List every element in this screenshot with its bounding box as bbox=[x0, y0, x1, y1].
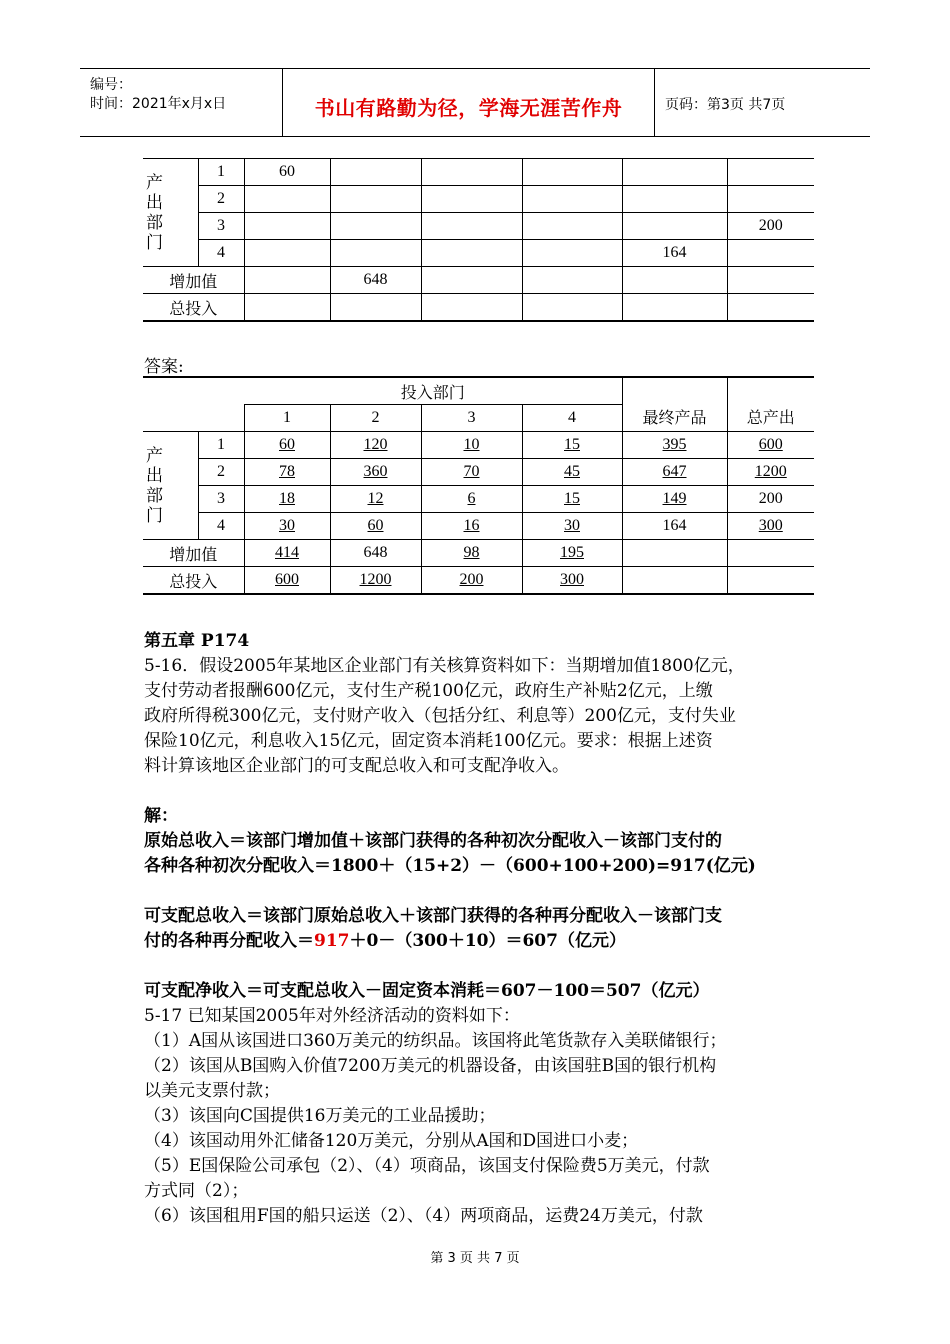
table-cell bbox=[421, 213, 522, 240]
table-cell: 6 bbox=[421, 486, 522, 513]
table-cell bbox=[244, 186, 330, 213]
page-header bbox=[80, 68, 870, 137]
total-input-label: 总投入 bbox=[143, 294, 244, 322]
table-cell bbox=[330, 213, 421, 240]
table-cell bbox=[244, 267, 330, 294]
number-label: 编号： bbox=[90, 77, 132, 93]
table-cell bbox=[622, 294, 727, 322]
table-cell: 1200 bbox=[330, 567, 421, 595]
solution-text: ＋0－（300＋10）＝607（亿元） bbox=[349, 931, 626, 951]
table-cell bbox=[727, 240, 814, 267]
table-cell bbox=[330, 186, 421, 213]
table-cell: 414 bbox=[244, 540, 330, 567]
table-cell: 200 bbox=[727, 486, 814, 513]
table-cell: 15 bbox=[522, 432, 622, 459]
row-label: 1 bbox=[198, 159, 244, 186]
question-517-line: （5）E国保险公司承包（2）、（4）项商品，该国支付保险费5万美元，付款 bbox=[144, 1156, 710, 1176]
total-output-header: 总产出 bbox=[727, 377, 814, 432]
table-cell: 10 bbox=[421, 432, 522, 459]
table-cell bbox=[622, 213, 727, 240]
question-517-line: （3）该国向C国提供16万美元的工业品援助； bbox=[144, 1106, 496, 1126]
table-cell: 648 bbox=[330, 540, 421, 567]
total-input-label: 总投入 bbox=[143, 567, 244, 595]
col-header: 1 bbox=[244, 405, 330, 432]
table-cell: 30 bbox=[522, 513, 622, 540]
table-cell bbox=[727, 540, 814, 567]
final-product-header: 最终产品 bbox=[622, 377, 727, 432]
highlight-value: 917 bbox=[314, 931, 350, 951]
table-cell bbox=[622, 567, 727, 595]
table-cell: 15 bbox=[522, 486, 622, 513]
table-cell bbox=[421, 240, 522, 267]
table-cell bbox=[622, 540, 727, 567]
solution-text: 付的各种再分配收入＝ bbox=[144, 931, 314, 951]
table-cell bbox=[522, 240, 622, 267]
col-header: 4 bbox=[522, 405, 622, 432]
solution-label: 解： bbox=[144, 806, 178, 826]
table-cell bbox=[727, 159, 814, 186]
table-cell: 120 bbox=[330, 432, 421, 459]
table-cell: 200 bbox=[421, 567, 522, 595]
table-cell bbox=[244, 294, 330, 322]
table-cell bbox=[330, 294, 421, 322]
table-cell: 300 bbox=[727, 513, 814, 540]
table-cell: 395 bbox=[622, 432, 727, 459]
table-cell: 647 bbox=[622, 459, 727, 486]
date-label: 时间：2021年x月x日 bbox=[90, 96, 227, 112]
header-meta bbox=[80, 69, 283, 136]
row-label: 3 bbox=[198, 486, 244, 513]
row-group-label: 产 出 部 门 bbox=[143, 159, 198, 267]
answer-io-table bbox=[143, 376, 814, 595]
solution-line: 可支配净收入＝可支配总收入－固定资本消耗＝607－100＝507（亿元） bbox=[144, 981, 710, 1001]
input-dept-header: 投入部门 bbox=[400, 384, 465, 402]
table-cell bbox=[421, 267, 522, 294]
table-cell bbox=[522, 267, 622, 294]
answer-label: 答案: bbox=[144, 357, 184, 377]
table-cell: 60 bbox=[330, 513, 421, 540]
table-cell: 16 bbox=[421, 513, 522, 540]
table-cell: 195 bbox=[522, 540, 622, 567]
row-label: 3 bbox=[198, 213, 244, 240]
table-cell bbox=[622, 159, 727, 186]
table-cell bbox=[727, 186, 814, 213]
table-cell bbox=[330, 240, 421, 267]
table-cell bbox=[330, 159, 421, 186]
table-cell bbox=[244, 213, 330, 240]
table-cell: 18 bbox=[244, 486, 330, 513]
question-516-line: 支付劳动者报酬600亿元，支付生产税100亿元，政府生产补贴2亿元，上缴 bbox=[144, 681, 713, 701]
table-cell: 12 bbox=[330, 486, 421, 513]
question-517-line: （1）A国从该国进口360万美元的纺织品。该国将此笔货款存入美联储银行； bbox=[144, 1031, 727, 1051]
table-cell bbox=[727, 567, 814, 595]
question-516-line: 5-16．假设2005年某地区企业部门有关核算资料如下：当期增加值1800亿元， bbox=[144, 656, 745, 676]
table-cell bbox=[522, 186, 622, 213]
table-cell: 30 bbox=[244, 513, 330, 540]
table-cell bbox=[421, 294, 522, 322]
row-label: 2 bbox=[198, 459, 244, 486]
table-cell: 648 bbox=[330, 267, 421, 294]
solution-line: 可支配总收入＝该部门原始总收入＋该部门获得的各种再分配收入－该部门支 bbox=[144, 906, 722, 926]
table-cell: 45 bbox=[522, 459, 622, 486]
table-cell: 78 bbox=[244, 459, 330, 486]
table-cell bbox=[244, 240, 330, 267]
row-label: 2 bbox=[198, 186, 244, 213]
table-cell bbox=[421, 186, 522, 213]
header-page-label: 页码：第3页 共7页 bbox=[665, 97, 786, 113]
table-cell bbox=[421, 159, 522, 186]
question-516-line: 保险10亿元，利息收入15亿元，固定资本消耗100亿元。要求：根据上述资 bbox=[144, 731, 713, 751]
col-header: 3 bbox=[421, 405, 522, 432]
table-cell bbox=[727, 267, 814, 294]
question-517-line: 5-17 已知某国2005年对外经济活动的资料如下： bbox=[144, 1006, 520, 1026]
question-io-table bbox=[143, 158, 814, 322]
value-added-label: 增加值 bbox=[143, 267, 244, 294]
table-cell bbox=[727, 294, 814, 322]
table-cell: 60 bbox=[244, 159, 330, 186]
table-cell bbox=[522, 294, 622, 322]
value-added-label: 增加值 bbox=[143, 540, 244, 567]
question-516-line: 政府所得税300亿元，支付财产收入（包括分红、利息等）200亿元，支付失业 bbox=[144, 706, 736, 726]
table-cell: 600 bbox=[727, 432, 814, 459]
question-516-line: 料计算该地区企业部门的可支配总收入和可支配净收入。 bbox=[144, 756, 569, 776]
question-517-line: 方式同（2）； bbox=[144, 1181, 249, 1201]
solution-line bbox=[144, 926, 626, 951]
table-cell: 600 bbox=[244, 567, 330, 595]
header-motto: 书山有路勤为径，学海无涯苦作舟 bbox=[314, 96, 623, 120]
row-group-label: 产 出 部 门 bbox=[143, 432, 198, 540]
chapter-heading: 第五章 P174 bbox=[144, 631, 250, 651]
table-cell: 1200 bbox=[727, 459, 814, 486]
table-cell: 200 bbox=[727, 213, 814, 240]
table-cell: 164 bbox=[622, 240, 727, 267]
table-cell: 360 bbox=[330, 459, 421, 486]
question-517-line: 以美元支票付款； bbox=[144, 1081, 280, 1101]
table-cell: 149 bbox=[622, 486, 727, 513]
table-cell bbox=[522, 159, 622, 186]
row-label: 4 bbox=[198, 240, 244, 267]
question-517-line: （4）该国动用外汇储备120万美元，分别从A国和D国进口小麦； bbox=[144, 1131, 639, 1151]
table-cell: 164 bbox=[622, 513, 727, 540]
page-footer: 第 3 页 共 7 页 bbox=[430, 1251, 520, 1266]
row-label: 4 bbox=[198, 513, 244, 540]
solution-line: 各种各种初次分配收入＝1800＋（15+2）－（600+100+200)=917(亿元) bbox=[144, 856, 756, 876]
table-cell bbox=[622, 267, 727, 294]
solution-line: 原始总收入＝该部门增加值＋该部门获得的各种初次分配收入－该部门支付的 bbox=[144, 831, 722, 851]
table-cell: 98 bbox=[421, 540, 522, 567]
row-label: 1 bbox=[198, 432, 244, 459]
table-cell: 300 bbox=[522, 567, 622, 595]
table-cell bbox=[622, 186, 727, 213]
question-517-line: （2）该国从B国购入价值7200万美元的机器设备，由该国驻B国的银行机构 bbox=[144, 1056, 717, 1076]
col-header: 2 bbox=[330, 405, 421, 432]
table-cell: 60 bbox=[244, 432, 330, 459]
table-cell: 70 bbox=[421, 459, 522, 486]
header-motto-cell bbox=[283, 69, 655, 136]
header-page-cell bbox=[655, 69, 870, 136]
table-cell bbox=[522, 213, 622, 240]
question-517-line: （6）该国租用F国的船只运送（2）、（4）两项商品，运费24万美元，付款 bbox=[144, 1206, 703, 1226]
corner-cell bbox=[143, 377, 244, 432]
